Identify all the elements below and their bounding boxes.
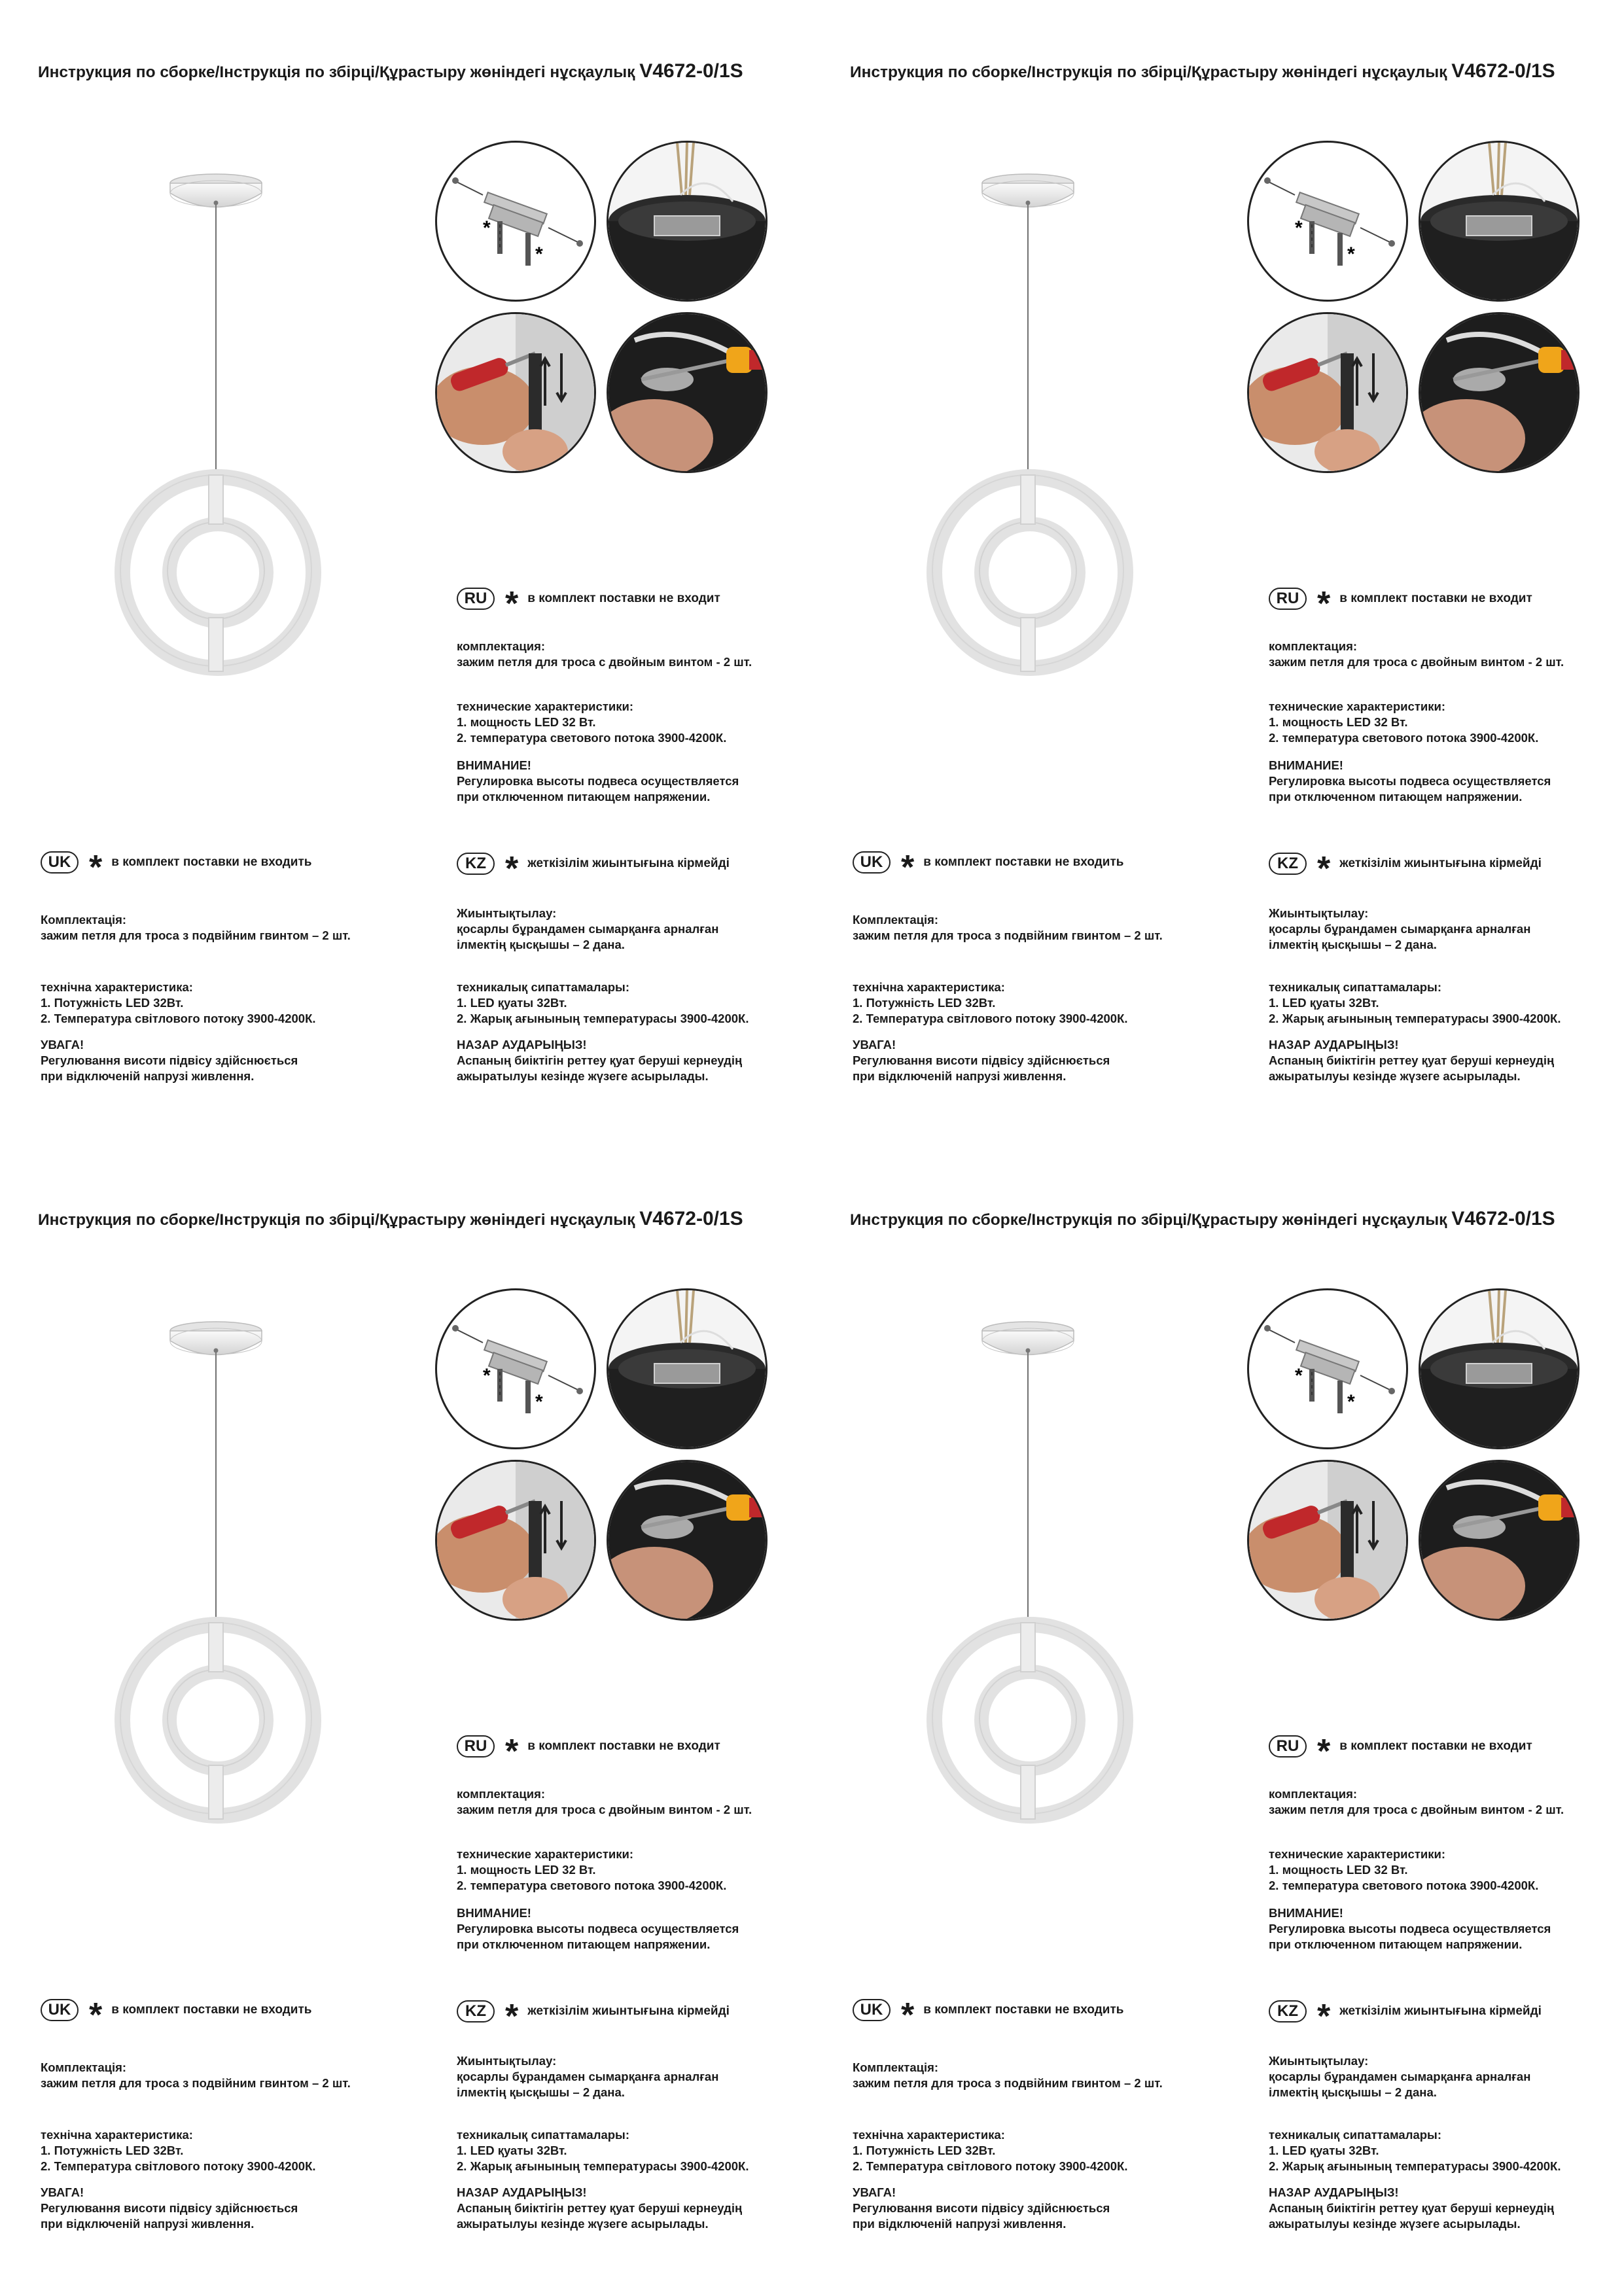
uk-warning [853, 2185, 1110, 2232]
ru-warning [1269, 758, 1551, 805]
ru-spec-power: 1. мощность LED 32 Вт. [457, 715, 596, 729]
ru-header [1269, 585, 1532, 623]
assembly-photos [1247, 1288, 1587, 1596]
kz-not-included-note: жеткізілім жиынтығына кірмейді [527, 857, 730, 870]
ru-header [457, 585, 720, 623]
ru-kit-title: комплектация: [457, 639, 546, 653]
uk-warning-line: Регулювання висоти підвісу здійснюється [853, 1053, 1110, 1067]
ru-badge: RU [457, 1735, 495, 1757]
asterisk-icon: * [505, 1733, 519, 1771]
uk-warning-line: при відключеній напрузі живлення. [853, 1069, 1067, 1083]
uk-warning-line: при відключеній напрузі живлення. [41, 2217, 255, 2231]
kz-kit-item: қосарлы бұрандамен сымарқанға арналған [457, 2070, 719, 2083]
kz-warning-line: Аспаның биіктігін реттеу қуат беруші кернеудің [1269, 2201, 1555, 2215]
ru-warning-line: при отключенном питающем напряжении. [457, 790, 711, 804]
kz-specs [1269, 2127, 1561, 2174]
kz-warning-line: ажыратылуы кезінде жүзеге асырылады. [457, 1069, 709, 1083]
ru-warning [457, 1905, 739, 1952]
uk-kit-item: зажим петля для троса з подвійним гвинтом – 2 шт. [853, 928, 1163, 942]
kz-warning-title: НАЗАР АУДАРЫҢЫЗ! [1269, 1038, 1399, 1051]
kz-warning [457, 2185, 742, 2232]
ru-kit [457, 639, 752, 670]
kz-kit-item: ілмектің қысқышы – 2 дана. [457, 2085, 625, 2099]
asterisk-icon: * [1347, 243, 1355, 265]
asterisk-icon: * [505, 850, 519, 888]
driver-wiring-photo [607, 141, 768, 302]
uk-specs [41, 980, 316, 1027]
kz-header [1269, 850, 1542, 888]
kz-warning-title: НАЗАР АУДАРЫҢЫЗ! [457, 2185, 587, 2199]
instruction-sheet [0, 0, 812, 1148]
uk-spec-temperature: 2. Температура світлового потоку 3900-4200К. [853, 1012, 1128, 1025]
kz-spec-power: 1. LED қуаты 32Вт. [457, 2144, 567, 2157]
kz-kit-title: Жиынтықтылау: [457, 906, 557, 920]
kz-warning-line: ажыратылуы кезінде жүзеге асырылады. [1269, 2217, 1521, 2231]
asterisk-icon: * [1317, 1733, 1331, 1771]
uk-warning-title: УВАГА! [41, 1038, 84, 1051]
kz-kit-item: ілмектің қысқышы – 2 дана. [1269, 938, 1437, 951]
uk-not-included-note: в комплект поставки не входить [111, 2003, 312, 2017]
ru-spec-power: 1. мощность LED 32 Вт. [457, 1863, 596, 1877]
model-number: V4672-0/1S [639, 60, 743, 82]
kz-warning-line: ажыратылуы кезінде жүзеге асырылады. [1269, 1069, 1521, 1083]
cable-clamp-photo [1419, 312, 1580, 473]
uk-warning [41, 2185, 298, 2232]
ru-not-included-note: в комплект поставки не входит [527, 592, 720, 605]
ru-warning-line: при отключенном питающем напряжении. [1269, 1937, 1523, 1951]
uk-spec-power: 1. Потужність LED 32Вт. [853, 996, 996, 1010]
kz-spec-power: 1. LED қуаты 32Вт. [1269, 2144, 1379, 2157]
screwdriver-photo [435, 1460, 596, 1621]
uk-spec-title: технічна характеристика: [41, 2128, 193, 2142]
uk-warning-line: при відключеній напрузі живлення. [853, 2217, 1067, 2231]
page-title [38, 60, 743, 82]
uk-kit-title: Комплектація: [853, 2060, 939, 2074]
cable-clamp-photo [607, 1460, 768, 1621]
ru-kit-item: зажим петля для троса с двойным винтом - 2 шт. [457, 1803, 752, 1816]
uk-warning [853, 1037, 1110, 1084]
kz-warning-line: Аспаның биіктігін реттеу қуат беруші кернеудің [1269, 1053, 1555, 1067]
bracket-screws-photo [435, 1288, 596, 1449]
instruction-sheet [0, 1148, 812, 2295]
ru-warning-line: Регулировка высоты подвеса осуществляется [1269, 774, 1551, 788]
uk-specs [853, 2127, 1128, 2174]
kz-specs [457, 2127, 749, 2174]
assembly-photos [1247, 141, 1587, 448]
asterisk-icon: * [901, 849, 915, 887]
ru-spec-title: технические характеристики: [457, 699, 634, 713]
kz-warning [1269, 1037, 1554, 1084]
screwdriver-photo [1247, 312, 1408, 473]
asterisk-icon: * [1295, 1365, 1303, 1386]
ru-spec-temperature: 2. температура светового потока 3900-4200К. [457, 731, 727, 745]
ru-header [457, 1733, 720, 1771]
page-title [850, 1208, 1555, 1230]
kz-spec-title: техникалық сипаттамалары: [1269, 980, 1442, 994]
kz-badge: KZ [457, 853, 495, 875]
kz-spec-power: 1. LED қуаты 32Вт. [1269, 996, 1379, 1010]
ru-not-included-note: в комплект поставки не входит [527, 1739, 720, 1753]
uk-kit-item: зажим петля для троса з подвійним гвинтом – 2 шт. [853, 2076, 1163, 2090]
uk-header [41, 849, 312, 887]
kz-spec-power: 1. LED қуаты 32Вт. [457, 996, 567, 1010]
ru-kit-title: комплектация: [1269, 639, 1358, 653]
asterisk-icon: * [483, 1365, 491, 1386]
ru-spec-power: 1. мощность LED 32 Вт. [1269, 715, 1408, 729]
bracket-screws-photo [435, 141, 596, 302]
uk-not-included-note: в комплект поставки не входить [923, 855, 1124, 869]
ru-warning-line: при отключенном питающем напряжении. [1269, 790, 1523, 804]
kz-spec-title: техникалық сипаттамалары: [457, 980, 630, 994]
page-title [850, 60, 1555, 82]
pendant-lamp-illustration [98, 1279, 334, 1854]
kz-specs [1269, 980, 1561, 1027]
asterisk-icon: * [1295, 217, 1303, 239]
kz-warning-line: Аспаның биіктігін реттеу қуат беруші кернеудің [457, 1053, 743, 1067]
ru-warning-line: Регулировка высоты подвеса осуществляется [1269, 1922, 1551, 1935]
kz-warning-title: НАЗАР АУДАРЫҢЫЗ! [457, 1038, 587, 1051]
asterisk-icon: * [901, 1996, 915, 2034]
kz-warning-title: НАЗАР АУДАРЫҢЫЗ! [1269, 2185, 1399, 2199]
cable-clamp-photo [1419, 1460, 1580, 1621]
uk-header [41, 1996, 312, 2034]
ru-kit-item: зажим петля для троса с двойным винтом - 2 шт. [1269, 655, 1564, 669]
pendant-lamp-illustration [98, 131, 334, 707]
asterisk-icon: * [1347, 1391, 1355, 1413]
ru-warning [1269, 1905, 1551, 1952]
kz-kit-item: қосарлы бұрандамен сымарқанға арналған [1269, 922, 1531, 936]
kz-not-included-note: жеткізілім жиынтығына кірмейді [1339, 857, 1542, 870]
uk-warning [41, 1037, 298, 1084]
ru-kit-item: зажим петля для троса с двойным винтом - 2 шт. [1269, 1803, 1564, 1816]
ru-warning-line: Регулировка высоты подвеса осуществляется [457, 774, 739, 788]
assembly-photos [435, 141, 775, 448]
model-number: V4672-0/1S [639, 1208, 743, 1229]
ru-spec-power: 1. мощность LED 32 Вт. [1269, 1863, 1408, 1877]
ru-not-included-note: в комплект поставки не входит [1339, 592, 1532, 605]
ru-kit [457, 1786, 752, 1818]
model-number: V4672-0/1S [1451, 1208, 1555, 1229]
cable-clamp-photo [607, 312, 768, 473]
kz-warning [1269, 2185, 1554, 2232]
asterisk-icon: * [1317, 585, 1331, 623]
uk-kit-title: Комплектація: [41, 913, 127, 927]
asterisk-icon: * [505, 1998, 519, 2036]
kz-kit [457, 2053, 718, 2100]
ru-warning-line: при отключенном питающем напряжении. [457, 1937, 711, 1951]
uk-warning-line: Регулювання висоти підвісу здійснюється [853, 2201, 1110, 2215]
uk-spec-temperature: 2. Температура світлового потоку 3900-4200К. [853, 2159, 1128, 2173]
kz-badge: KZ [1269, 853, 1307, 875]
pendant-lamp-illustration [910, 1279, 1146, 1854]
uk-spec-power: 1. Потужність LED 32Вт. [41, 996, 184, 1010]
ru-kit [1269, 1786, 1564, 1818]
uk-kit [853, 2060, 1163, 2091]
uk-kit [41, 2060, 351, 2091]
instruction-sheet [812, 0, 1624, 1148]
uk-badge: UK [853, 851, 891, 874]
ru-header [1269, 1733, 1532, 1771]
kz-header [457, 850, 730, 888]
uk-warning-line: при відключеній напрузі живлення. [41, 1069, 255, 1083]
ru-warning-line: Регулировка высоты подвеса осуществляется [457, 1922, 739, 1935]
kz-not-included-note: жеткізілім жиынтығына кірмейді [527, 2004, 730, 2018]
asterisk-icon: * [505, 585, 519, 623]
driver-wiring-photo [607, 1288, 768, 1449]
ru-badge: RU [1269, 1735, 1307, 1757]
uk-kit [41, 912, 351, 944]
driver-wiring-photo [1419, 141, 1580, 302]
screwdriver-photo [435, 312, 596, 473]
bracket-screws-photo [1247, 1288, 1408, 1449]
uk-specs [853, 980, 1128, 1027]
kz-badge: KZ [457, 2000, 495, 2022]
ru-warning-title: ВНИМАНИЕ! [1269, 758, 1343, 772]
title-text: Инструкция по сборке/Інструкція по збірці/Құрастыру жөніндегі нұсқаулық [38, 63, 640, 81]
ru-kit-title: комплектация: [457, 1787, 546, 1801]
model-number: V4672-0/1S [1451, 60, 1555, 82]
uk-not-included-note: в комплект поставки не входить [111, 855, 312, 869]
kz-kit [1269, 906, 1530, 953]
kz-kit-title: Жиынтықтылау: [1269, 2054, 1369, 2068]
title-text: Инструкция по сборке/Інструкція по збірці/Құрастыру жөніндегі нұсқаулық [850, 63, 1452, 81]
uk-warning-title: УВАГА! [41, 2185, 84, 2199]
uk-not-included-note: в комплект поставки не входить [923, 2003, 1124, 2017]
ru-badge: RU [457, 588, 495, 610]
asterisk-icon: * [1317, 1998, 1331, 2036]
ru-specs [457, 699, 726, 746]
title-text: Инструкция по сборке/Інструкція по збірці/Құрастыру жөніндегі нұсқаулық [38, 1211, 640, 1229]
kz-kit-item: қосарлы бұрандамен сымарқанға арналған [1269, 2070, 1531, 2083]
ru-kit-item: зажим петля для троса с двойным винтом - 2 шт. [457, 655, 752, 669]
kz-warning [457, 1037, 742, 1084]
ru-spec-temperature: 2. температура светового потока 3900-4200К. [457, 1879, 727, 1892]
uk-badge: UK [853, 1999, 891, 2021]
uk-kit-item: зажим петля для троса з подвійним гвинтом – 2 шт. [41, 928, 351, 942]
ru-spec-temperature: 2. температура светового потока 3900-4200К. [1269, 1879, 1539, 1892]
uk-kit-title: Комплектація: [41, 2060, 127, 2074]
ru-spec-title: технические характеристики: [457, 1847, 634, 1861]
kz-header [457, 1998, 730, 2036]
assembly-photos [435, 1288, 775, 1596]
uk-spec-title: технічна характеристика: [853, 980, 1005, 994]
uk-warning-title: УВАГА! [853, 1038, 896, 1051]
bracket-screws-photo [1247, 141, 1408, 302]
uk-header [853, 1996, 1124, 2034]
kz-kit-title: Жиынтықтылау: [1269, 906, 1369, 920]
kz-spec-temperature: 2. Жарық ағынының температурасы 3900-4200К. [457, 1012, 749, 1025]
uk-kit [853, 912, 1163, 944]
uk-spec-title: технічна характеристика: [41, 980, 193, 994]
title-text: Инструкция по сборке/Інструкція по збірці/Құрастыру жөніндегі нұсқаулық [850, 1211, 1452, 1229]
kz-kit [1269, 2053, 1530, 2100]
kz-specs [457, 980, 749, 1027]
uk-specs [41, 2127, 316, 2174]
asterisk-icon: * [89, 849, 103, 887]
kz-spec-title: техникалық сипаттамалары: [1269, 2128, 1442, 2142]
uk-header [853, 849, 1124, 887]
uk-spec-power: 1. Потужність LED 32Вт. [853, 2144, 996, 2157]
uk-kit-title: Комплектація: [853, 913, 939, 927]
ru-not-included-note: в комплект поставки не входит [1339, 1739, 1532, 1753]
asterisk-icon: * [1317, 850, 1331, 888]
uk-warning-title: УВАГА! [853, 2185, 896, 2199]
uk-spec-power: 1. Потужність LED 32Вт. [41, 2144, 184, 2157]
uk-kit-item: зажим петля для троса з подвійним гвинтом – 2 шт. [41, 2076, 351, 2090]
kz-kit-title: Жиынтықтылау: [457, 2054, 557, 2068]
kz-kit [457, 906, 718, 953]
kz-spec-temperature: 2. Жарық ағынының температурасы 3900-4200К. [457, 2159, 749, 2173]
kz-spec-title: техникалық сипаттамалары: [457, 2128, 630, 2142]
screwdriver-photo [1247, 1460, 1408, 1621]
ru-spec-temperature: 2. температура светового потока 3900-4200К. [1269, 731, 1539, 745]
kz-badge: KZ [1269, 2000, 1307, 2022]
uk-warning-line: Регулювання висоти підвісу здійснюється [41, 1053, 298, 1067]
ru-warning-title: ВНИМАНИЕ! [457, 758, 531, 772]
ru-specs [1269, 699, 1538, 746]
asterisk-icon: * [535, 1391, 543, 1413]
uk-spec-temperature: 2. Температура світлового потоку 3900-4200К. [41, 1012, 316, 1025]
kz-header [1269, 1998, 1542, 2036]
kz-kit-item: ілмектің қысқышы – 2 дана. [1269, 2085, 1437, 2099]
page-title [38, 1208, 743, 1230]
kz-not-included-note: жеткізілім жиынтығына кірмейді [1339, 2004, 1542, 2018]
uk-badge: UK [41, 851, 79, 874]
uk-badge: UK [41, 1999, 79, 2021]
ru-kit-title: комплектация: [1269, 1787, 1358, 1801]
ru-spec-title: технические характеристики: [1269, 1847, 1446, 1861]
ru-kit [1269, 639, 1564, 670]
instruction-sheet [812, 1148, 1624, 2295]
ru-warning-title: ВНИМАНИЕ! [1269, 1906, 1343, 1920]
ru-specs [457, 1846, 726, 1894]
driver-wiring-photo [1419, 1288, 1580, 1449]
asterisk-icon: * [89, 1996, 103, 2034]
uk-warning-line: Регулювання висоти підвісу здійснюється [41, 2201, 298, 2215]
ru-warning-title: ВНИМАНИЕ! [457, 1906, 531, 1920]
kz-warning-line: Аспаның биіктігін реттеу қуат беруші кернеудің [457, 2201, 743, 2215]
ru-badge: RU [1269, 588, 1307, 610]
asterisk-icon: * [535, 243, 543, 265]
kz-spec-temperature: 2. Жарық ағынының температурасы 3900-4200К. [1269, 1012, 1561, 1025]
uk-spec-title: технічна характеристика: [853, 2128, 1005, 2142]
ru-spec-title: технические характеристики: [1269, 699, 1446, 713]
pendant-lamp-illustration [910, 131, 1146, 707]
kz-warning-line: ажыратылуы кезінде жүзеге асырылады. [457, 2217, 709, 2231]
ru-warning [457, 758, 739, 805]
kz-spec-temperature: 2. Жарық ағынының температурасы 3900-4200К. [1269, 2159, 1561, 2173]
asterisk-icon: * [483, 217, 491, 239]
kz-kit-item: қосарлы бұрандамен сымарқанға арналған [457, 922, 719, 936]
ru-specs [1269, 1846, 1538, 1894]
kz-kit-item: ілмектің қысқышы – 2 дана. [457, 938, 625, 951]
uk-spec-temperature: 2. Температура світлового потоку 3900-4200К. [41, 2159, 316, 2173]
